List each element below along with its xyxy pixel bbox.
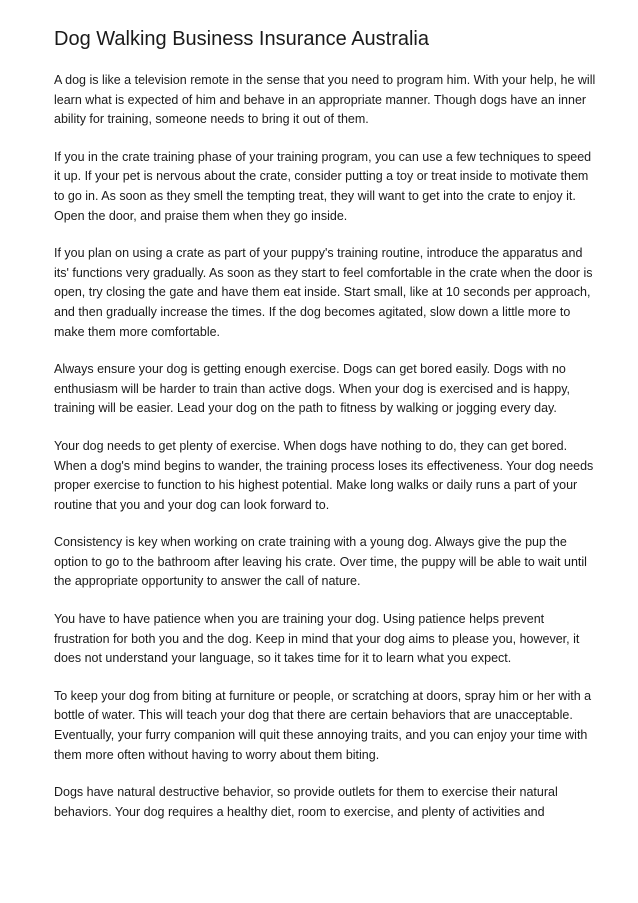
document-page	[54, 26, 599, 840]
paragraph: Consistency is key when working on crate training with a young dog. Always give the pup the option to go to the bathroom after leaving his crate. Over time, the puppy will be able to wait until the appropriate opportunity to answer the call of nature.	[54, 535, 587, 589]
paragraph: Dogs have natural destructive behavior, so provide outlets for them to exercise their natural behaviors. Your dog requires a healthy diet, room to exercise, and plenty of activities and	[54, 785, 558, 819]
paragraph: You have to have patience when you are training your dog. Using patience helps prevent frustration for both you and the dog. Keep in mind that your dog aims to please you, however, it does not understand your language, so it takes time for it to learn what you expect.	[54, 612, 580, 666]
paragraph: Always ensure your dog is getting enough exercise. Dogs can get bored easily. Dogs with no enthusiasm will be harder to train than active dogs. When your dog is exercised and is happy, training will be easier. Lead your dog on the path to fitness by walking or jogging every day.	[54, 362, 571, 416]
paragraph: A dog is like a television remote in the sense that you need to program him. With your help, he will learn what is expected of him and behave in an appropriate manner. Though dogs have an inner ability for training, someone needs to bring it out of them.	[54, 73, 596, 127]
page-title: Dog Walking Business Insurance Australia	[54, 28, 429, 50]
paragraph: If you plan on using a crate as part of your puppy's training routine, introduce the apparatus and its' functions very gradually. As soon as they start to feel comfortable in the crate when the door is open, try closing the gate and have them eat inside. Start small, like at 10 seconds per approach, and then gradually increase the times. If the dog becomes agitated, slow down a little more to make them more comfortable.	[54, 246, 593, 339]
paragraph: Your dog needs to get plenty of exercise. When dogs have nothing to do, they can get bored. When a dog's mind begins to wander, the training process loses its effectiveness. Your dog needs proper exercise to function to his highest potential. Make long walks or daily runs a part of your routine that you and your dog can look forward to.	[54, 438, 594, 512]
paragraph: If you in the crate training phase of your training program, you can use a few techniques to speed it up. If your pet is nervous about the crate, consider putting a toy or treat inside to motivate them to go in. As soon as they smell the tempting treat, they will want to get into the crate to enjoy it. Open the door, and praise them when they go inside.	[54, 149, 592, 223]
paragraph: To keep your dog from biting at furniture or people, or scratching at doors, spray him or her with a bottle of water. This will teach your dog that there are certain behaviors that are unacceptable. Eventually, your furry companion will quit these annoying traits, and you can enjoy your time with them more often without having to worry about them biting.	[54, 688, 592, 762]
